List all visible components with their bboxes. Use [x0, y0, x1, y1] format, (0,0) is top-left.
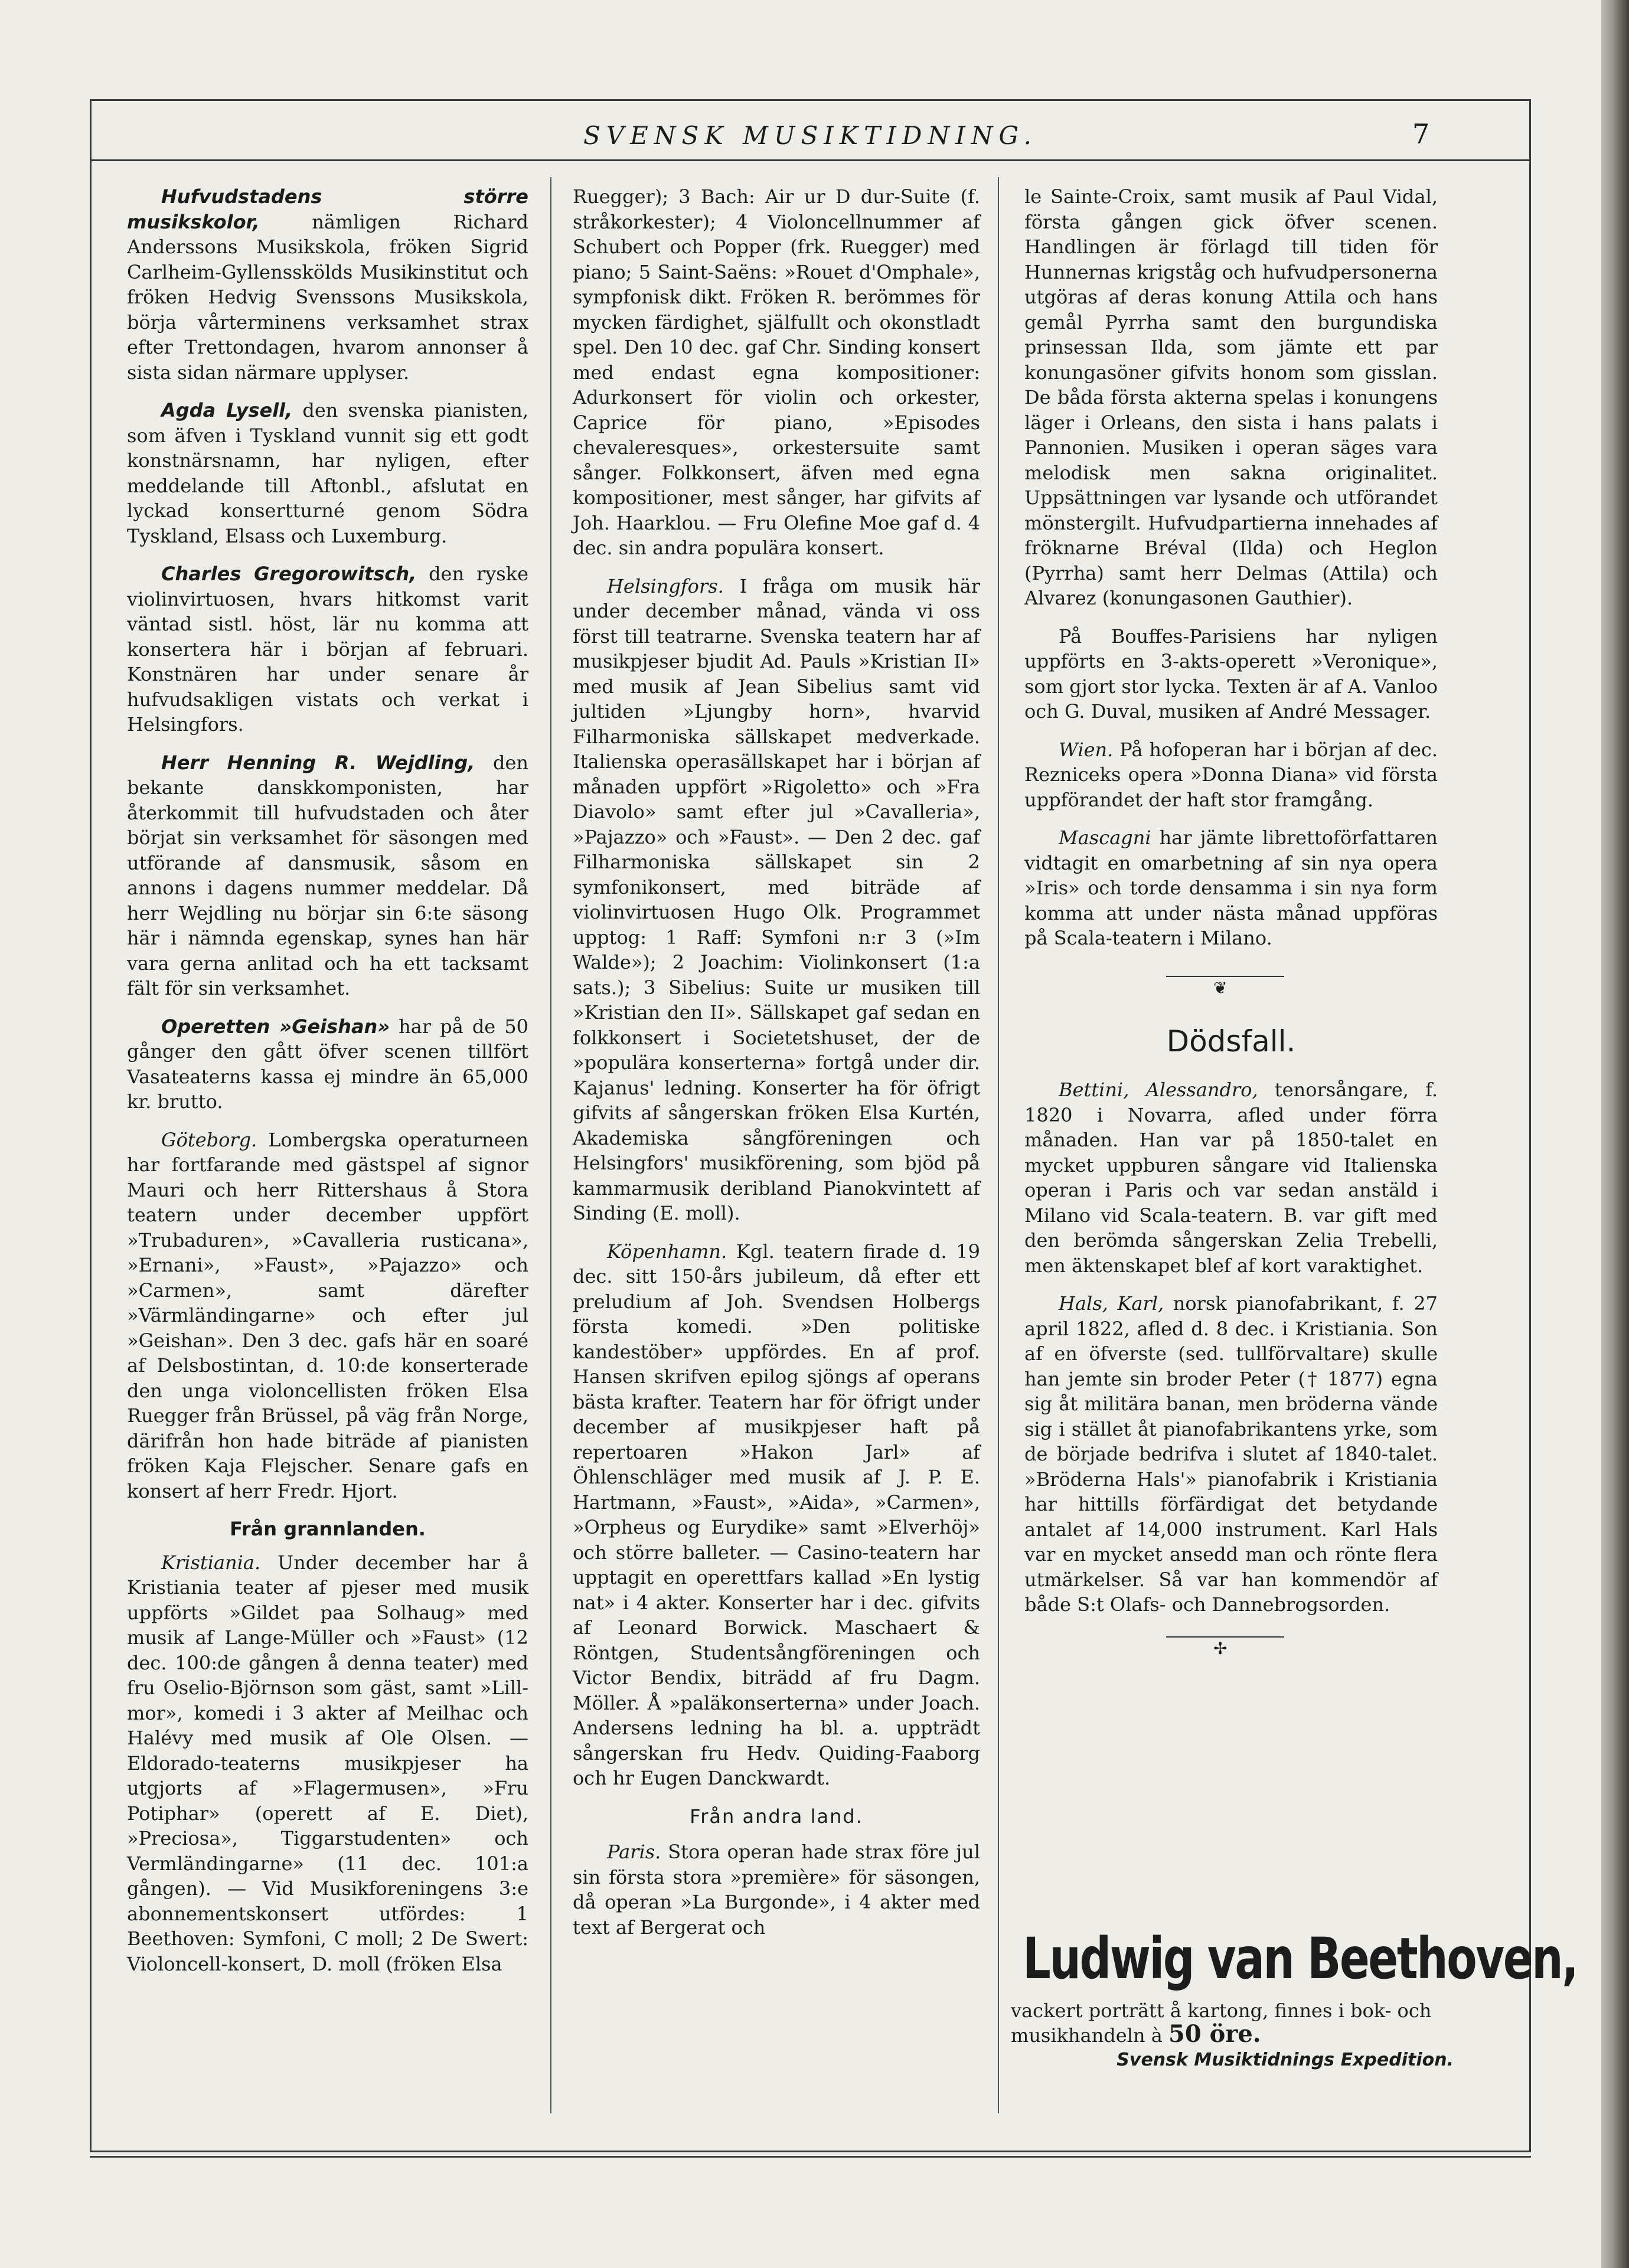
- article-text: Lombergska operaturneen har fortfarande med gästspel af signor Mauri och herr Rittershaus å Stora teatern under december uppfört »Trubaduren», »Cavalleria rusticana», »Ernani», »Faust», »Pajazzo» och »Carmen», samt därefter »Värmländingarne» och efter jul »Geishan». Den 3 dec. gafs här en soaré af Delsbostintan, d. 10:de konserterade den unga violoncellisten fröken Elsa Ruegger från Brüssel, på väg från Norge, därifrån hon hade biträde af pianisten fröken Kaja Flejscher. Senare gafs en konsert af herr Fredr. Hjort.: [127, 1128, 528, 1502]
- article: [127, 398, 528, 548]
- ornament-divider: [1024, 1630, 1438, 1658]
- article-text: le Sainte-Croix, samt musik af Paul Vidal, första gången gick öfver scenen. Handlingen är förlagd till tiden för Hunnernas krigståg och hufvudpersonerna utgöras af deras konung Attila och hans gemål Pyrrha samt den burgundiska prinsessan Ilda, som jämte ett par konungasöner gifvits honom som gisslan. De båda första akterna spelas i konungens läger i Orleans, den sista i hans palats i Pannonien. Musiken i operan säges vara melodisk men sakna originalitet. Uppsättningen var lysande och utförandet mönstergilt. Hufvudpartierna innehades af fröknarne Bréval (Ilda) och Heglon (Pyrrha) samt herr Delmas (Attila) och Alvarez (konungasonen Gauthier).: [1024, 185, 1438, 609]
- article-text: Stora operan hade strax före jul sin första stora »première» för säsongen, då operan »La Burgonde», i 4 akter med text af Bergerat och: [573, 1841, 980, 1939]
- obituary-text: norsk pianofabrikant, f. 27 april 1822, afled d. 8 dec. i Kristiania. Son af en öfverste (sed. tullförvaltare) skulle han jemte sin broder Peter († 1877) egna sig åt militära banan, men bröderna vände sig i stället åt pianofabrikantens yrke, som de började bedrifva i slutet af 1840-talet. »Bröderna Hals'» pianofabrik i Kristiania har hittills förfärdigat det betydande antalet af 14,000 instrument. Karl Hals var en mycket ansedd man och rönte flera utmärkelser. Så var han kommendör af både S:t Olafs- och Dannebrogsorden.: [1024, 1292, 1438, 1616]
- flourish-icon: ❦: [1213, 978, 1228, 998]
- obituary: [1024, 1077, 1438, 1278]
- place-name: Göteborg.: [161, 1128, 257, 1151]
- place-name: Helsingfors.: [607, 574, 724, 597]
- article: [127, 184, 528, 385]
- person-name: Hals, Karl,: [1059, 1292, 1164, 1315]
- section-heading: Från grannlanden.: [230, 1518, 426, 1540]
- article-text: nämligen Richard Anderssons Musikskola, fröken Sigrid Carlheim-Gyllensskölds Musikinstitut och fröken Hedvig Svenssons Musikskola, börja vårterminens verksamhet strax efter Trettondagen, hvarom annonser å sista sidan närmare upplyser.: [127, 210, 528, 384]
- advert-price: 50 öre.: [1168, 2020, 1261, 2048]
- page-number: 7: [1412, 118, 1430, 150]
- article: [127, 750, 528, 1001]
- deaths-heading: Dödsfall.: [1166, 1024, 1296, 1058]
- article-text: På Bouffes-Parisiens har nyligen uppförts en 3-akts-operett »Veronique», som gjort stor lycka. Texten är af A. Vanloo och G. Duval, musiken af André Messager.: [1024, 625, 1438, 723]
- article: [1024, 737, 1438, 813]
- article: [573, 574, 980, 1226]
- header-rule: [90, 159, 1531, 161]
- obituary-text: tenorsångare, f. 1820 i Novarra, afled under förra månaden. Han var på 1850-talet en mycket uppburen sångare vid Italienska operan i Paris och var sedan anstäld i Milano vid Scala-teatern. B. var gift med den berömda sångerskan Zelia Trebelli, men äktenskapet blef af kort varaktighet.: [1024, 1079, 1438, 1277]
- article: [127, 1550, 528, 1977]
- column-divider: [998, 177, 999, 2113]
- column-1: [127, 184, 528, 1989]
- article-lead: Hufvudstadens större musikskolor,: [127, 185, 528, 233]
- article-text: har jämte librettoförfattaren vidtagit en omarbetning af sin nya opera »Iris» och torde densamma i sin nya form komma att under nästa månad uppföras på Scala-teatern i Milano.: [1024, 826, 1438, 949]
- column-divider: [550, 177, 551, 2113]
- article: [573, 1239, 980, 1791]
- advert-signature: Svensk Musiktidnings Expedition.: [1117, 2050, 1454, 2070]
- place-name: Köpenhamn.: [607, 1240, 727, 1263]
- article: [127, 561, 528, 737]
- place-name: Mascagni: [1059, 826, 1151, 849]
- bottom-double-rule: [90, 2156, 1531, 2158]
- article-text: Under december har å Kristiania teater af pjeser med musik uppförts »Gildet paa Solhaug» med musik af Lange-Müller och »Faust» (12 dec. 100:de gången å denna teater) med fru Oselio-Björnson som gäst, samt »Lill-mor», komedi i 3 akter af Meilhac och Halévy med musik af Ole Olsen. — Eldorado-teaterns musikpjeser ha utgjorts af »Flagermusen», »Fru Potiphar» (operett af E. Diet), »Preciosa», Tiggarstudenten» och Vermländingarne» (11 dec. 101:a gången). — Vid Musikforeningens 3:e abonnementskonsert utfördes: 1 Beethoven: Symfoni, C moll; 2 De Swert: Violoncell-konsert, D. moll (fröken Elsa: [127, 1551, 528, 1975]
- article: [1024, 825, 1438, 951]
- article-lead: Operetten »Geishan»: [161, 1015, 390, 1038]
- article-text: Ruegger); 3 Bach: Air ur D dur-Suite (f. stråkorkester); 4 Violoncellnummer af Schubert och Popper (frk. Ruegger) med piano; 5 Saint-Saëns: »Rouet d'Omphale», sympfonisk dikt. Fröken R. berömmes för mycken färdighet, själfullt och okonstladt spel. Den 10 dec. gaf Chr. Sinding konsert med endast egna kompositioner: Adurkonsert för violin och orkester, Caprice för piano, »Episodes chevaleresques», orkestersuite samt sånger. Folkkonsert, äfven med egna kompositioner, mest sånger, har gifvits af Joh. Haarklou. — Fru Olefine Moe gaf d. 4 dec. sin andra populära konsert.: [573, 185, 980, 559]
- place-name: Kristiania.: [161, 1551, 261, 1574]
- article: [127, 1128, 528, 1504]
- article-text: den svenska pianisten, som äfven i Tyskland vunnit sig ett godt konstnärsnamn, har nyligen, efter meddelande till Aftonbl., afslutat en lyckad konsertturné genom Södra Tyskland, Elsass och Luxemburg.: [127, 399, 529, 547]
- article: [1024, 184, 1438, 611]
- obituary: [1024, 1291, 1438, 1617]
- column-2: [573, 184, 980, 1953]
- ornament-divider: [1024, 970, 1438, 998]
- flourish-icon: ✢: [1213, 1638, 1228, 1658]
- article-lead: Charles Gregorowitsch,: [161, 563, 417, 585]
- place-name: Paris.: [607, 1841, 661, 1863]
- advert-body: [1011, 1999, 1454, 2047]
- place-name: Wien.: [1059, 738, 1114, 761]
- advertisement: [1011, 1926, 1578, 2070]
- article-text: har på de 50 gånger den gått öfver scenen tillfört Vasateaterns kassa ej mindre än 65,000 kr. brutto.: [127, 1015, 528, 1113]
- article-text: I fråga om musik här under december månad, vända vi oss först till teatrarne. Svenska teatern har af musikpjeser bjudit Ad. Pauls »Kristian II» med musik af Jean Sibelius samt vid jultiden »Ljungby horn», hvarvid Filharmoniska sällskapet medverkade. Italienska operasällskapet har i början af månaden uppfört »Rigoletto» och »Fra Diavolo» samt efter jul »Cavalleria», »Pajazzo» och »Faust». — Den 2 dec. gaf Filharmoniska sällskapet sin 2 symfonikonsert, med biträde af violinvirtuosen Hugo Olk. Programmet upptog: 1 Raff: Symfoni n:r 3 (»Im Walde»); 2 Joachim: Violinkonsert (1:a sats.); 3 Sibelius: Suite ur musiken till »Kristian den II». Sällskapet gaf sedan en folkkonsert i Societetshuset, der de »populära konserterna» fortgå under dir. Kajanus' ledning. Konserter ha för öfrigt gifvits af sångerskan fröken Elsa Kurtén, Akademiska sångföreningen och Helsingfors' musikförening, som bjöd på kammarmusik deribland Pianokvintett af Sinding (E. moll).: [573, 574, 980, 1224]
- article-text: den ryske violinvirtuosen, hvars hitkomst varit väntad sistl. höst, lär nu komma att konsertera här i början af februari. Konstnären har under senare år hufvudsakligen vistats och verkat i Helsingfors.: [127, 563, 529, 736]
- running-title: SVENSK MUSIKTIDNING.: [583, 121, 1037, 150]
- book-spine-edge: [1601, 0, 1629, 2268]
- article-text: På hofoperan har i början af dec. Rezniceks opera »Donna Diana» vid första uppförandet der haft stor framgång.: [1024, 738, 1438, 811]
- column-3: [1024, 184, 1438, 1689]
- article-lead: Herr Henning R. Wejdling,: [161, 751, 475, 774]
- article: [573, 184, 980, 561]
- article-lead: Agda Lysell,: [161, 399, 293, 421]
- article: [1024, 624, 1438, 724]
- section-heading: Från andra land.: [690, 1805, 863, 1828]
- article: [127, 1014, 528, 1115]
- article: [573, 1839, 980, 1940]
- advert-text: vackert porträtt å kartong, finnes i bok- och musikhandeln à: [1011, 1999, 1432, 2047]
- advert-title: Ludwig van Beethoven,: [1023, 1926, 1578, 1992]
- article-text: Kgl. teatern firade d. 19 dec. sitt 150-års jubileum, då efter ett preludium af Joh. Svendsen Holbergs första komedi. »Den politiske kandestöber» uppfördes. En af prof. Hansen skrifven epilog sjöngs af operans bästa krafter. Teatern har för öfrigt under december af musikpjeser haft på repertoaren »Hakon Jarl» af Öhlenschläger med musik af J. P. E. Hartmann, »Faust», »Aida», »Carmen», »Orpheus og Eurydike» samt »Elverhöj» och större balleter. — Casino-teatern har upptagit en operettfars kallad »En lystig nat» i 4 akter. Konserter har i dec. gifvits af Leonard Borwick. Maschaert & Röntgen, Studentsångföreningen och Victor Bendix, biträdd af fru Dagm. Möller. Å »paläkonserterna» under Joach. Andersens ledning ha bl. a. uppträdt sångerskan fru Hedv. Quiding-Faaborg och hr Eugen Danckwardt.: [573, 1240, 980, 1789]
- article-text: den bekante danskkomponisten, har återkommit till hufvudstaden och åter börjat sin verksamhet för säsongen med utförande af dansmusik, såsom en annons i dagens nummer meddelar. Då herr Wejdling nu börjar sin 6:te säsong här i nämnda egenskap, synes han här vara gerna anlitad och ha ett tacksamt fält för sin verksamhet.: [127, 751, 528, 999]
- person-name: Bettini, Alessandro,: [1059, 1079, 1258, 1101]
